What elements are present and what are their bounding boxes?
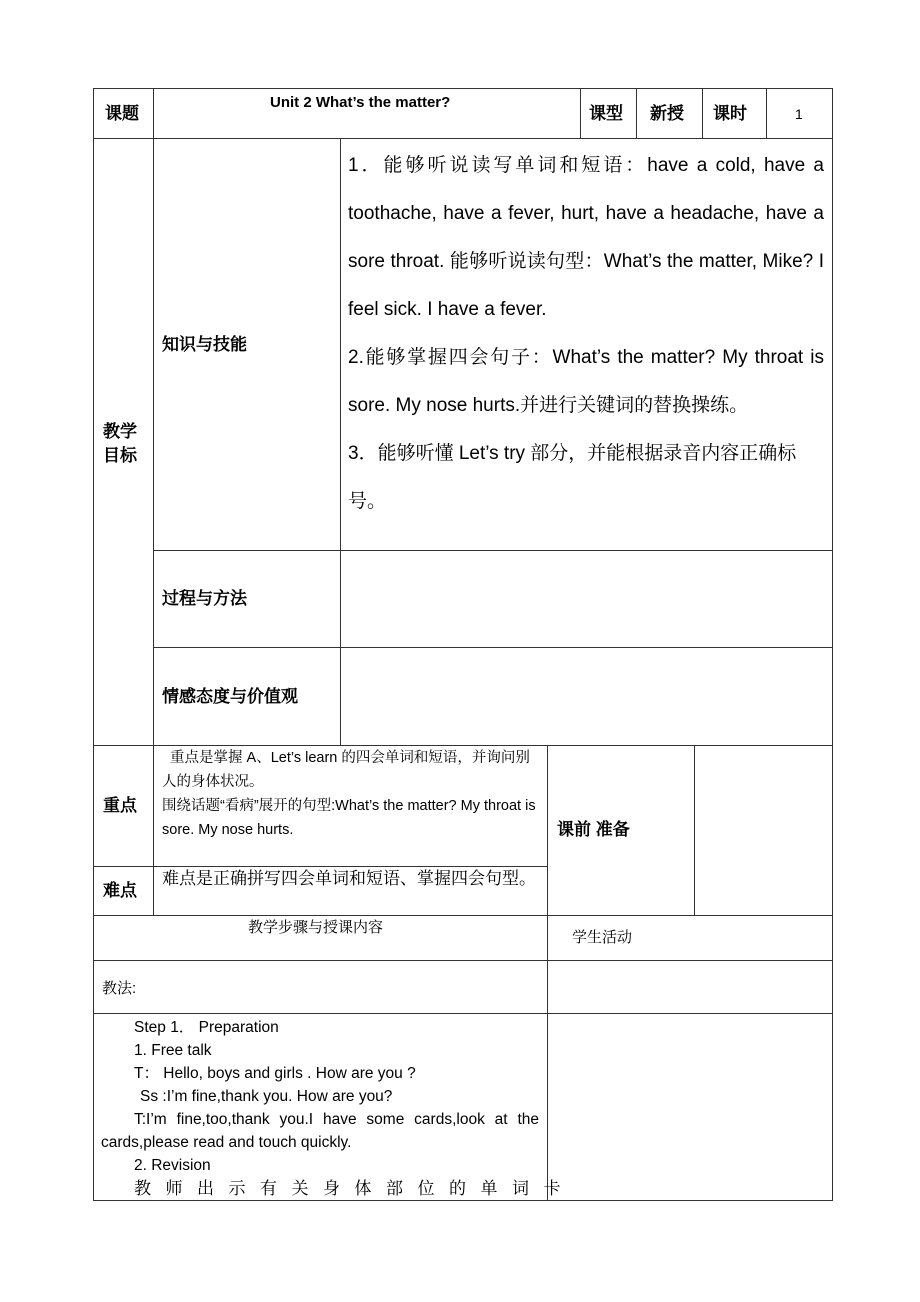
topic-label: 课题	[105, 104, 139, 123]
step-line-1: Step 1． Preparation	[134, 1019, 279, 1036]
knowledge-label: 知识与技能	[162, 335, 247, 354]
key-label: 重点	[103, 796, 137, 815]
period-label: 课时	[713, 104, 747, 123]
step-line-2: 1. Free talk	[134, 1042, 212, 1059]
step-line-7: 教师出示有关身体部位的单词卡	[134, 1179, 575, 1198]
key-text-1: 重点是掌握 A、Let’s learn 的四会单词和短语，并询问别人的身体状况。	[162, 750, 530, 790]
step-line-5: T:I’m fine,too,thank you.I have some cards,look at the cards,please read and touch quickly.	[101, 1111, 539, 1151]
cell-method-activity	[547, 960, 833, 1014]
knowledge-item-1: 1．能够听说读写单词和短语：have a cold, have a toothache, have a fever, hurt, have a headache, have a sore throat. 能够听说读句型：What’s the matter, Mike? I feel sick. I have a fever.	[348, 155, 824, 320]
method-label: 教法:	[102, 980, 137, 997]
knowledge-item-3: 3．能够听懂 Let’s try 部分，并能根据录音内容正确标号。	[348, 443, 797, 512]
step-line-3: T： Hello, boys and girls . How are you ?	[134, 1065, 416, 1082]
type-label: 课型	[589, 104, 623, 123]
step-line-6: 2. Revision	[134, 1157, 211, 1174]
key-text-2: 围绕话题“看病”展开的句型:What’s the matter? My throat is sore. My nose hurts.	[162, 798, 536, 838]
steps-header-right: 学生活动	[572, 929, 633, 946]
type-value: 新授	[650, 104, 684, 123]
process-label: 过程与方法	[162, 589, 247, 608]
difficult-text: 难点是正确拼写四会单词和短语、掌握四会句型。	[162, 869, 536, 888]
cell-process	[340, 550, 833, 648]
step-line-4: Ss :I’m fine,thank you. How are you?	[140, 1088, 393, 1105]
cell-prep	[694, 745, 833, 916]
cell-attitude	[340, 647, 833, 746]
cell-steps-activity	[547, 1013, 833, 1201]
attitude-label: 情感态度与价值观	[162, 687, 298, 706]
prep-label: 课前 准备	[557, 820, 630, 839]
knowledge-item-2: 2.能够掌握四会句子：What’s the matter? My throat is sore. My nose hurts.并进行关键词的替换操练。	[348, 347, 824, 416]
cell-method	[93, 960, 548, 1014]
objectives-label: 教学 目标	[103, 422, 137, 465]
topic-title: Unit 2 What’s the matter?	[270, 94, 451, 111]
difficult-label: 难点	[103, 881, 137, 900]
period-value: 1	[795, 106, 803, 122]
steps-header-left: 教学步骤与授课内容	[248, 919, 384, 936]
